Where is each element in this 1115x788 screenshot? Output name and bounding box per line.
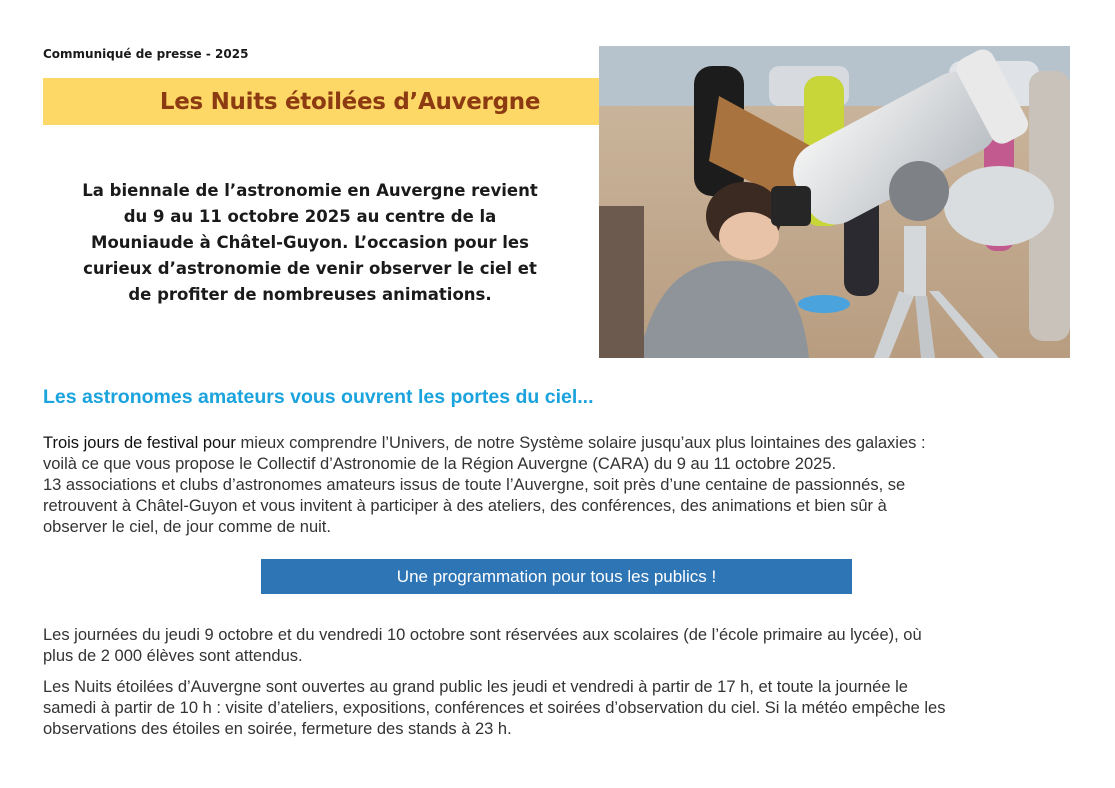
telescope-photo	[599, 46, 1070, 358]
paragraph-line: observer le ciel, de jour comme de nuit.	[43, 518, 331, 536]
paragraph-line: observations des étoiles en soirée, fermeture des stands à 23 h.	[43, 720, 512, 738]
paragraph-line: voilà ce que vous propose le Collectif d’Astronomie de la Région Auvergne (CARA) du 9 au 11 octobre 2025.	[43, 455, 837, 473]
press-release-label: Communiqué de presse - 2025	[43, 47, 249, 61]
paragraph-line: 13 associations et clubs d’astronomes amateurs issus de toute l’Auvergne, soit près d’une centaine de passionnés, se	[43, 476, 906, 494]
paragraph-line: retrouvent à Châtel-Guyon et vous invitent à participer à des ateliers, des conférences, des animations et bien sûr à	[43, 497, 887, 515]
page-title: Les Nuits étoilées d’Auvergne	[159, 88, 541, 115]
intro-line: Mouniaude à Châtel-Guyon. L’occasion pour les	[91, 233, 529, 252]
paragraph-line: samedi à partir de 10 h : visite d’ateliers, expositions, conférences et soirées d’observation du ciel. Si la météo empêche les	[43, 699, 946, 717]
paragraph-line: plus de 2 000 élèves sont attendus.	[43, 647, 303, 665]
paragraph-line: Les Nuits étoilées d’Auvergne sont ouvertes au grand public les jeudi et vendredi à partir de 17 h, et toute la journée le	[43, 678, 908, 696]
festival-paragraph	[43, 433, 1073, 538]
school-days-paragraph	[43, 625, 1073, 667]
intro-text	[80, 178, 540, 308]
paragraph-lead: Trois jours de festival pour	[43, 434, 236, 452]
intro-line: curieux d’astronomie de venir observer le ciel et	[83, 259, 537, 278]
paragraph-line: Les journées du jeudi 9 octobre et du vendredi 10 octobre sont réservées aux scolaires (de l’école primaire au lycée), où	[43, 626, 922, 644]
section-title: Les astronomes amateurs vous ouvrent les portes du ciel...	[43, 386, 594, 408]
program-banner-label: Une programmation pour tous les publics !	[396, 566, 717, 586]
paragraph-line	[43, 433, 1073, 454]
program-banner	[261, 559, 852, 594]
paragraph-line-text: mieux comprendre l’Univers, de notre Système solaire jusqu’aux plus lointaines des galaxies :	[235, 434, 926, 452]
public-days-paragraph	[43, 677, 1073, 740]
intro-line: du 9 au 11 octobre 2025 au centre de la	[123, 207, 497, 226]
intro-line: La biennale de l’astronomie en Auvergne revient	[82, 181, 538, 200]
title-banner	[43, 78, 657, 125]
intro-line: de profiter de nombreuses animations.	[128, 285, 492, 304]
